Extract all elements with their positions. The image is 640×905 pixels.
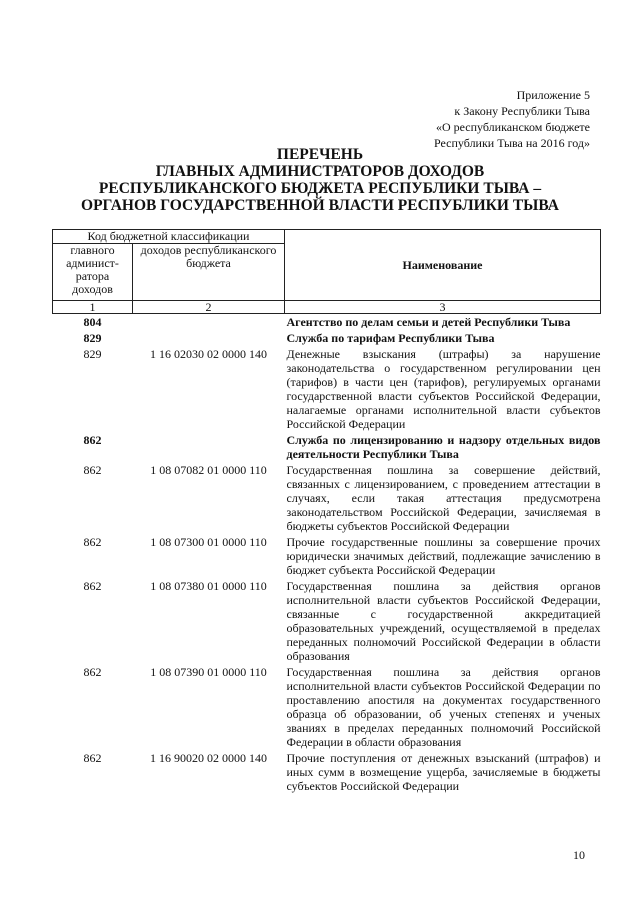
table-row: [53, 665, 601, 751]
admin-code-cell: 829: [83, 331, 102, 345]
header-revenue: доходов республиканского бюджета: [133, 244, 285, 301]
table-row: [53, 347, 601, 433]
appendix-line-1: Приложение 5: [516, 88, 590, 102]
admin-code-cell: 862: [83, 579, 102, 593]
table-row: [53, 751, 601, 795]
name-cell: Прочие государственные пошлины за совершение прочих юридически значимых действий, подлежащие зачислению в бюджет субъекта Российской Федерации: [286, 535, 601, 577]
admin-code-cell: 862: [83, 751, 102, 765]
name-cell: Агентство по делам семьи и детей Республики Тыва: [286, 315, 571, 329]
revenue-code-cell: 1 08 07380 01 0000 110: [150, 579, 267, 593]
admin-code-cell: 862: [83, 535, 102, 549]
admin-code-cell: 804: [83, 315, 102, 329]
table-row: [53, 433, 601, 463]
revenue-code-cell: 1 08 07300 01 0000 110: [150, 535, 267, 549]
name-cell: Государственная пошлина за действия органов исполнительной власти субъектов Российской Федерации, связанные с государственной аккредитацией образовательных учреждений, осуществляемой в пределах переданных полномочий Российской Федерации в области образования: [286, 579, 601, 663]
title-line-1: ПЕРЕЧЕНЬ: [276, 146, 364, 163]
revenue-code-cell: 1 16 90020 02 0000 140: [150, 751, 267, 765]
table-row: [53, 579, 601, 665]
name-cell: Государственная пошлина за совершение действий, связанных с лицензированием, с проведением аттестации в случаях, если такая аттестация предусмотрена законодательством Российской Федерации, зачисляемая в бюджеты субъектов Российской Федерации: [286, 463, 601, 533]
table-row: [53, 535, 601, 579]
admin-code-cell: 829: [83, 347, 102, 361]
title-line-4: ОРГАНОВ ГОСУДАРСТВЕННОЙ ВЛАСТИ РЕСПУБЛИКИ ТЫВА: [81, 197, 559, 214]
revenue-code-cell: [133, 314, 285, 332]
appendix-line-4: Республики Тыва на 2016 год»: [434, 136, 590, 150]
header-main-administrator: главного админист-ратора доходов: [53, 244, 133, 301]
revenue-code-cell: [133, 331, 285, 347]
appendix-line-2: к Закону Республики Тыва: [454, 104, 590, 118]
revenue-code-cell: [133, 433, 285, 463]
name-cell: Прочие поступления от денежных взысканий (штрафов) и иных сумм в возмещение ущерба, зачисляемые в бюджеты субъектов Российской Федерации: [286, 751, 601, 793]
header-name: Наименование: [285, 230, 601, 301]
column-number-1: 1: [53, 301, 133, 314]
admin-code-cell: 862: [83, 665, 102, 679]
name-cell: Служба по лицензированию и надзору отдельных видов деятельности Республики Тыва: [286, 433, 601, 461]
name-cell: Денежные взыскания (штрафы) за нарушение законодательства о государственном регулировании цен (тарифов) в части цен (тарифов), регулируемых органами государственной власти субъектов Российской Федерации, налагаемые органами исполнительной власти субъектов Российской Федерации: [286, 347, 601, 431]
page-number: 10: [573, 848, 585, 862]
table-row: [53, 331, 601, 347]
header-budget-classification: Код бюджетной классификации: [53, 230, 285, 244]
revenue-code-cell: 1 16 02030 02 0000 140: [150, 347, 267, 361]
revenue-code-cell: 1 08 07390 01 0000 110: [150, 665, 267, 679]
column-number-3: 3: [285, 301, 601, 314]
admin-code-cell: 862: [83, 463, 102, 477]
table-row: [53, 314, 601, 332]
administrators-table: [52, 229, 601, 795]
admin-code-cell: 862: [83, 433, 102, 447]
table-body: [53, 314, 601, 796]
appendix-reference: [434, 87, 590, 151]
name-cell: Служба по тарифам Республики Тыва: [286, 331, 495, 345]
name-cell: Государственная пошлина за действия органов исполнительной власти субъектов Российской Федерации по проставлению апостиля на документах государственного образца об образовании, об ученых степенях и ученых званиях в пределах переданных полномочий Российской Федерации в области образования: [286, 665, 601, 749]
title-line-3: РЕСПУБЛИКАНСКОГО БЮДЖЕТА РЕСПУБЛИКИ ТЫВА –: [98, 180, 542, 197]
document-title: [40, 146, 600, 214]
revenue-code-cell: 1 08 07082 01 0000 110: [150, 463, 267, 477]
column-number-2: 2: [133, 301, 285, 314]
table-row: [53, 463, 601, 535]
appendix-line-3: «О республиканском бюджете: [435, 120, 590, 134]
title-line-2: ГЛАВНЫХ АДМИНИСТРАТОРОВ ДОХОДОВ: [155, 163, 485, 180]
